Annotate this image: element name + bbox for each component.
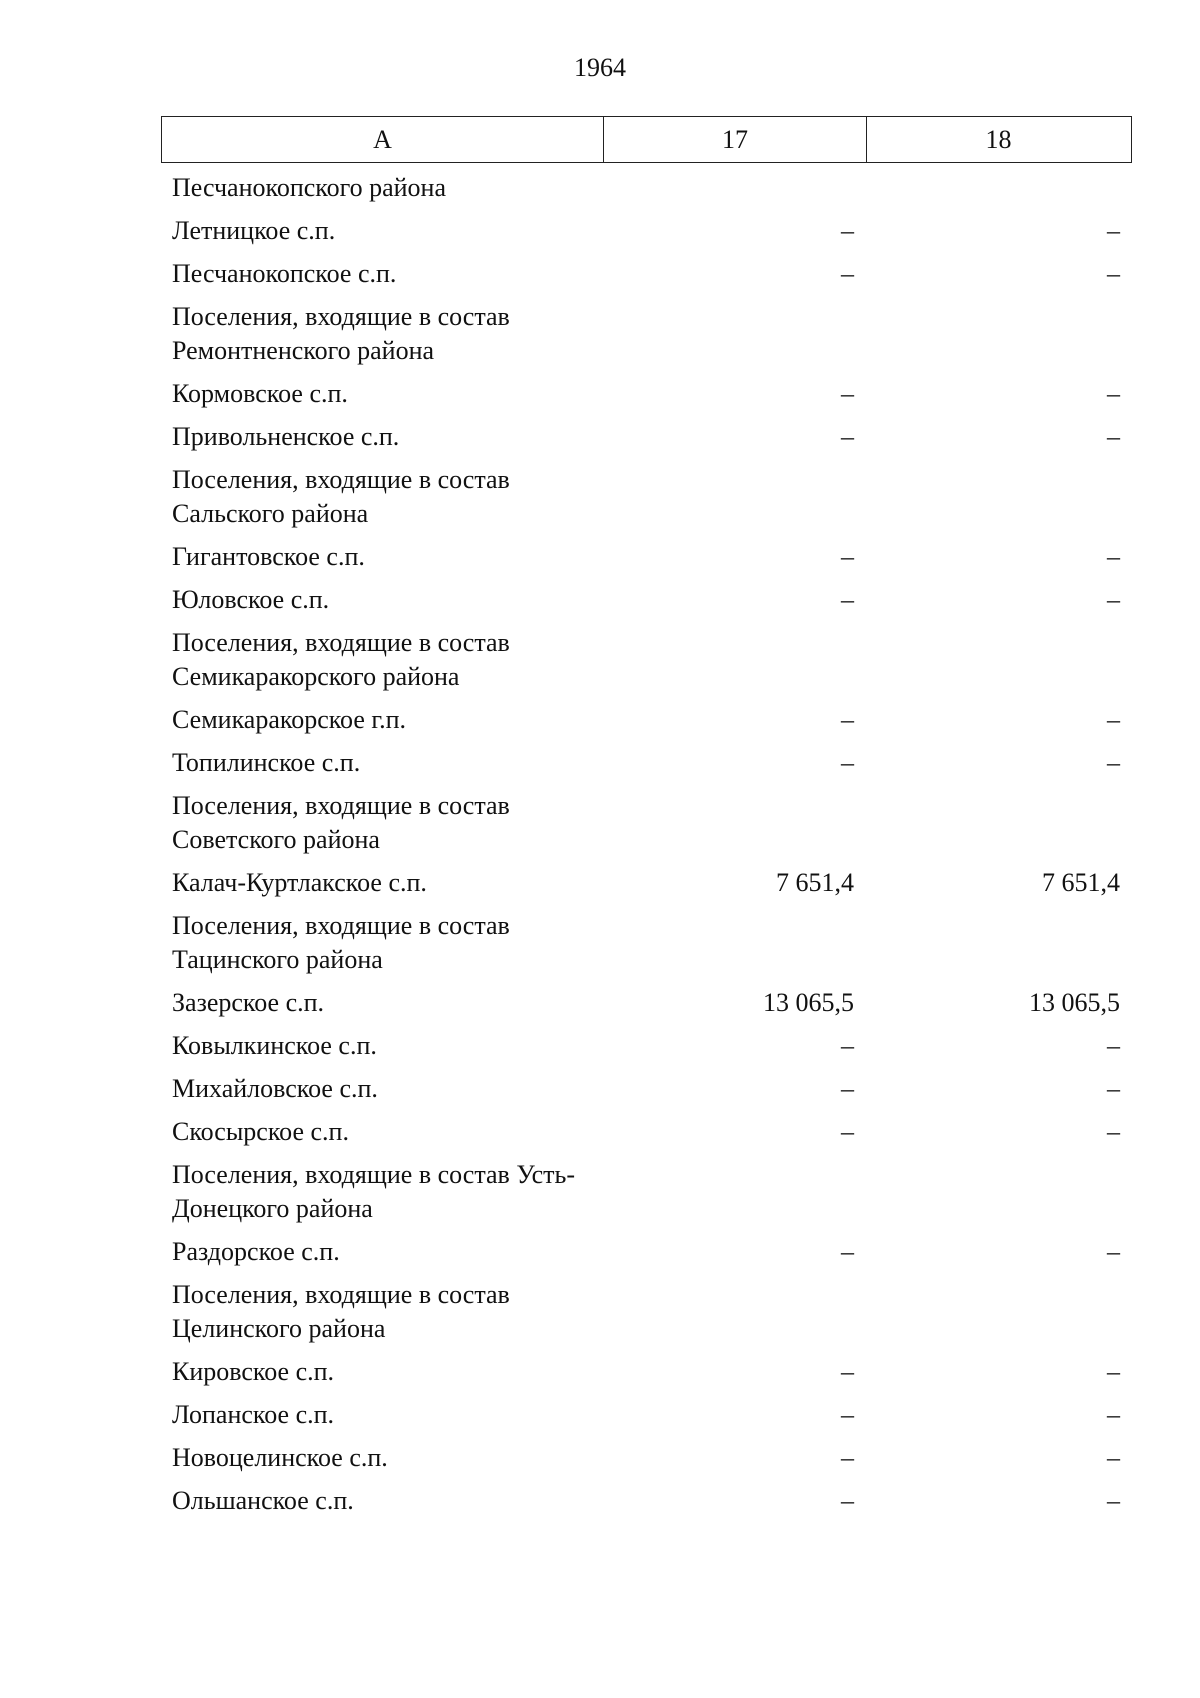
row-label: Поселения, входящие в состав Усть-Донецкого района: [172, 1160, 576, 1223]
value-col-17: –: [841, 748, 854, 777]
value-col-18: –: [1107, 542, 1120, 571]
table-row: [161, 789, 1132, 866]
value-col-18: –: [1107, 1074, 1120, 1103]
value-col-17: –: [841, 216, 854, 245]
value-col-18: –: [1107, 422, 1120, 451]
row-label: Поселения, входящие в состав Тацинского района: [172, 911, 510, 974]
value-col-17: –: [841, 1031, 854, 1060]
row-label: Гигантовское с.п.: [172, 542, 365, 571]
header-col-18: 18: [985, 124, 1012, 154]
value-col-18: –: [1107, 1443, 1120, 1472]
value-col-18: –: [1107, 585, 1120, 614]
row-label: Юловское с.п.: [172, 585, 330, 614]
row-label: Поселения, входящие в состав Советского района: [172, 791, 510, 854]
row-label: Кировское с.п.: [172, 1357, 335, 1386]
value-col-17: –: [841, 1117, 854, 1146]
table-row: [161, 986, 1132, 1029]
value-col-17: –: [841, 1237, 854, 1266]
table-row: [161, 463, 1132, 540]
value-col-18: –: [1107, 748, 1120, 777]
table-row: [161, 1441, 1132, 1484]
value-col-18: 7 651,4: [1042, 868, 1120, 897]
table-row: [161, 377, 1132, 420]
value-col-18: 13 065,5: [1029, 988, 1120, 1017]
value-col-17: –: [841, 422, 854, 451]
value-col-18: –: [1107, 216, 1120, 245]
row-label: Кормовское с.п.: [172, 379, 348, 408]
table-row: [161, 1278, 1132, 1355]
value-col-17: –: [841, 1074, 854, 1103]
value-col-18: –: [1107, 259, 1120, 288]
table-row: [161, 583, 1132, 626]
table-row: [161, 866, 1132, 909]
value-col-17: 13 065,5: [763, 988, 854, 1017]
row-label: Привольненское с.п.: [172, 422, 400, 451]
table-row: [161, 540, 1132, 583]
row-label: Летницкое с.п.: [172, 216, 336, 245]
value-col-18: –: [1107, 1031, 1120, 1060]
table-row: [161, 909, 1132, 986]
row-label: Зазерское с.п.: [172, 988, 325, 1017]
value-col-17: –: [841, 542, 854, 571]
table-row: [161, 171, 1132, 214]
row-label: Калач-Куртлакское с.п.: [172, 868, 427, 897]
table-header: [161, 116, 1132, 163]
value-col-18: –: [1107, 1237, 1120, 1266]
table-row: [161, 420, 1132, 463]
table-row: [161, 1398, 1132, 1441]
table-row: [161, 1072, 1132, 1115]
table-row: [161, 1484, 1132, 1527]
row-label: Раздорское с.п.: [172, 1237, 340, 1266]
page-number: 1964: [574, 53, 626, 82]
value-col-17: –: [841, 705, 854, 734]
row-label: Новоцелинское с.п.: [172, 1443, 388, 1472]
table-row: [161, 1029, 1132, 1072]
table-row: [161, 1115, 1132, 1158]
row-label: Поселения, входящие в состав Семикаракорского района: [172, 628, 510, 691]
header-col-17: 17: [604, 117, 867, 162]
row-label: Лопанское с.п.: [172, 1400, 335, 1429]
value-col-18: –: [1107, 705, 1120, 734]
table-row: [161, 1355, 1132, 1398]
table-row: [161, 703, 1132, 746]
table-row: [161, 626, 1132, 703]
value-col-17: –: [841, 585, 854, 614]
value-col-17: 7 651,4: [776, 868, 854, 897]
row-label: Михайловское с.п.: [172, 1074, 378, 1103]
value-col-18: –: [1107, 1357, 1120, 1386]
value-col-17: –: [841, 1400, 854, 1429]
table-row: [161, 1158, 1132, 1235]
row-label: Ольшанское с.п.: [172, 1486, 354, 1515]
table-row: [161, 1235, 1132, 1278]
value-col-17: –: [841, 259, 854, 288]
data-table: [161, 116, 1132, 1527]
table-row: [161, 300, 1132, 377]
row-label: Скосырское с.п.: [172, 1117, 349, 1146]
row-label: Песчанокопского района: [172, 173, 447, 202]
row-label: Поселения, входящие в состав Целинского района: [172, 1280, 510, 1343]
table-body: [161, 171, 1132, 1527]
value-col-17: –: [841, 1486, 854, 1515]
value-col-18: –: [1107, 1486, 1120, 1515]
value-col-18: –: [1107, 1117, 1120, 1146]
header-col-a: А: [162, 117, 604, 162]
value-col-18: –: [1107, 1400, 1120, 1429]
row-label: Ковылкинское с.п.: [172, 1031, 377, 1060]
row-label: Поселения, входящие в состав Сальского района: [172, 465, 510, 528]
row-label: Семикаракорское г.п.: [172, 705, 407, 734]
row-label: Поселения, входящие в состав Ремонтненского района: [172, 302, 510, 365]
row-label: Топилинское с.п.: [172, 748, 361, 777]
row-label: Песчанокопское с.п.: [172, 259, 397, 288]
value-col-17: –: [841, 1357, 854, 1386]
value-col-17: –: [841, 1443, 854, 1472]
table-row: [161, 257, 1132, 300]
table-row: [161, 214, 1132, 257]
value-col-17: –: [841, 379, 854, 408]
value-col-18: –: [1107, 379, 1120, 408]
table-row: [161, 746, 1132, 789]
